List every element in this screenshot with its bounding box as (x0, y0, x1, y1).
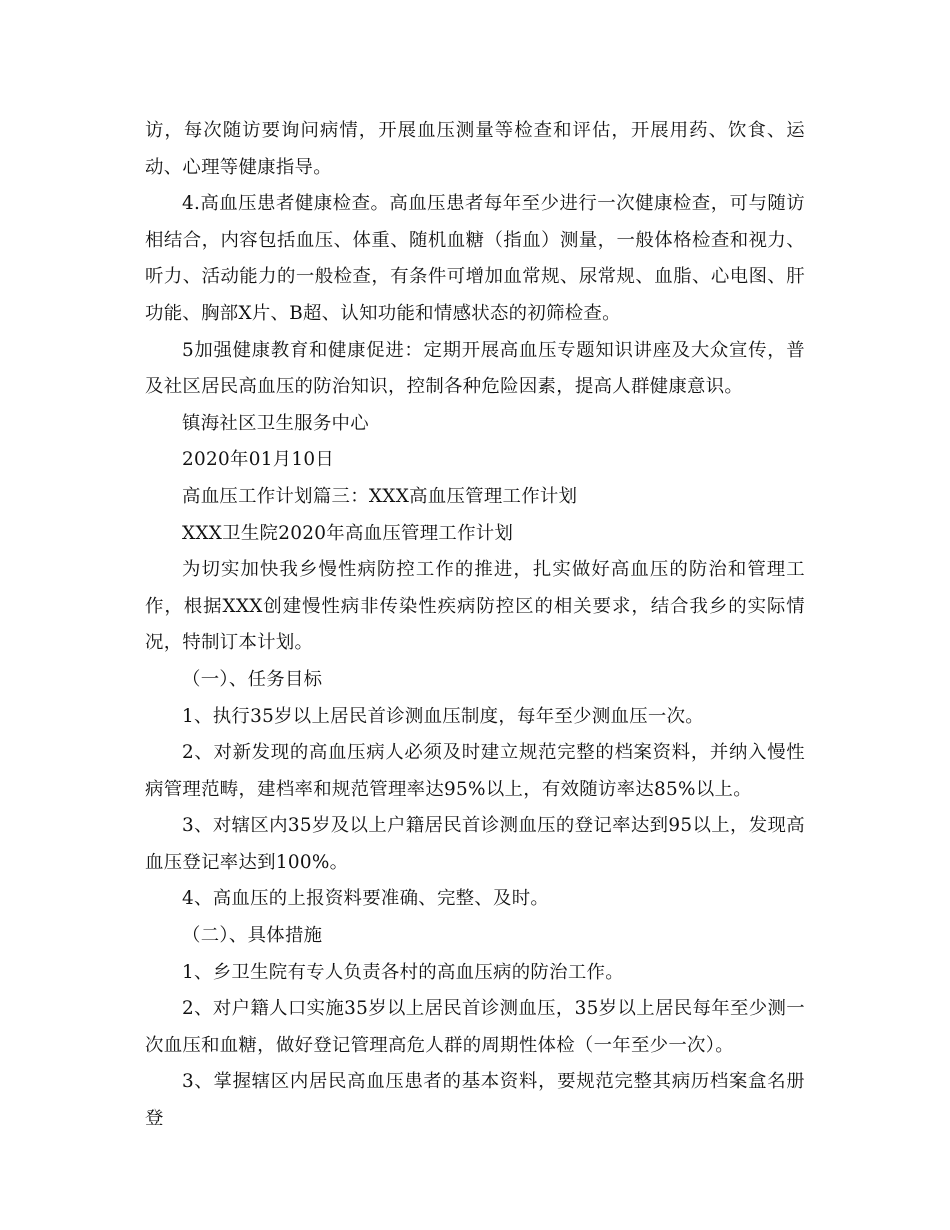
measure-item-3: 3、掌握辖区内居民高血压患者的基本资料，要规范完整其病历档案盒名册登 (145, 1071, 805, 1130)
section-title-part-three: 高血压工作计划篇三：XXX高血压管理工作计划 (182, 485, 578, 507)
measure-item-2: 2、对户籍人口实施35岁以上居民首诊测血压，35岁以上居民每年至少测一次血压和血糖，做好登记管理高危人群的周期性体检（一年至少一次）。 (145, 998, 805, 1056)
paragraph-introduction: 为切实加快我乡慢性病防控工作的推进，扎实做好高血压的防治和管理工作，根据XXX创建慢性病非传染性疾病防控区的相关要求，结合我乡的实际情况，特制订本计划。 (145, 559, 805, 654)
paragraph-health-check: 4.高血压患者健康检查。高血压患者每年至少进行一次健康检查，可与随访相结合，内容包括血压、体重、随机血糖（指血）测量，一般体格检查和视力、听力、活动能力的一般检查，有条件可增加血常规、尿常规、血脂、心电图、肝功能、胸部X片、B超、认知功能和情感状态的初筛检查。 (145, 193, 805, 324)
paragraph-health-education: 5加强健康教育和健康促进：定期开展高血压专题知识讲座及大众宣传，普及社区居民高血压的防治知识，控制各种危险因素，提高人群健康意识。 (145, 339, 805, 398)
goal-item-1: 1、执行35岁以上居民首诊测血压制度，每年至少测血压一次。 (182, 705, 704, 727)
plan-title: XXX卫生院2020年高血压管理工作计划 (182, 522, 514, 544)
signature-organization: 镇海社区卫生服务中心 (182, 412, 369, 434)
measure-item-1: 1、乡卫生院有专人负责各村的高血压病的防治工作。 (182, 961, 624, 983)
document-body (145, 113, 805, 1138)
signature-date: 2020年01月10日 (182, 449, 335, 471)
goal-item-2: 2、对新发现的高血压病人必须及时建立规范完整的档案资料，并纳入慢性病管理范畴，建档率和规范管理率达95%以上，有效随访率达85%以上。 (145, 742, 805, 800)
paragraph-followup-continuation: 访，每次随访要询问病情，开展血压测量等检查和评估，开展用药、饮食、运动、心理等健康指导。 (145, 120, 805, 178)
heading-task-goals: （一）、任务目标 (182, 668, 323, 690)
heading-specific-measures: （二）、具体措施 (182, 925, 323, 947)
goal-item-3: 3、对辖区内35岁及以上户籍居民首诊测血压的登记率达到95以上，发现高血压登记率达到100%。 (145, 815, 805, 873)
goal-item-4: 4、高血压的上报资料要准确、完整、及时。 (182, 888, 550, 910)
